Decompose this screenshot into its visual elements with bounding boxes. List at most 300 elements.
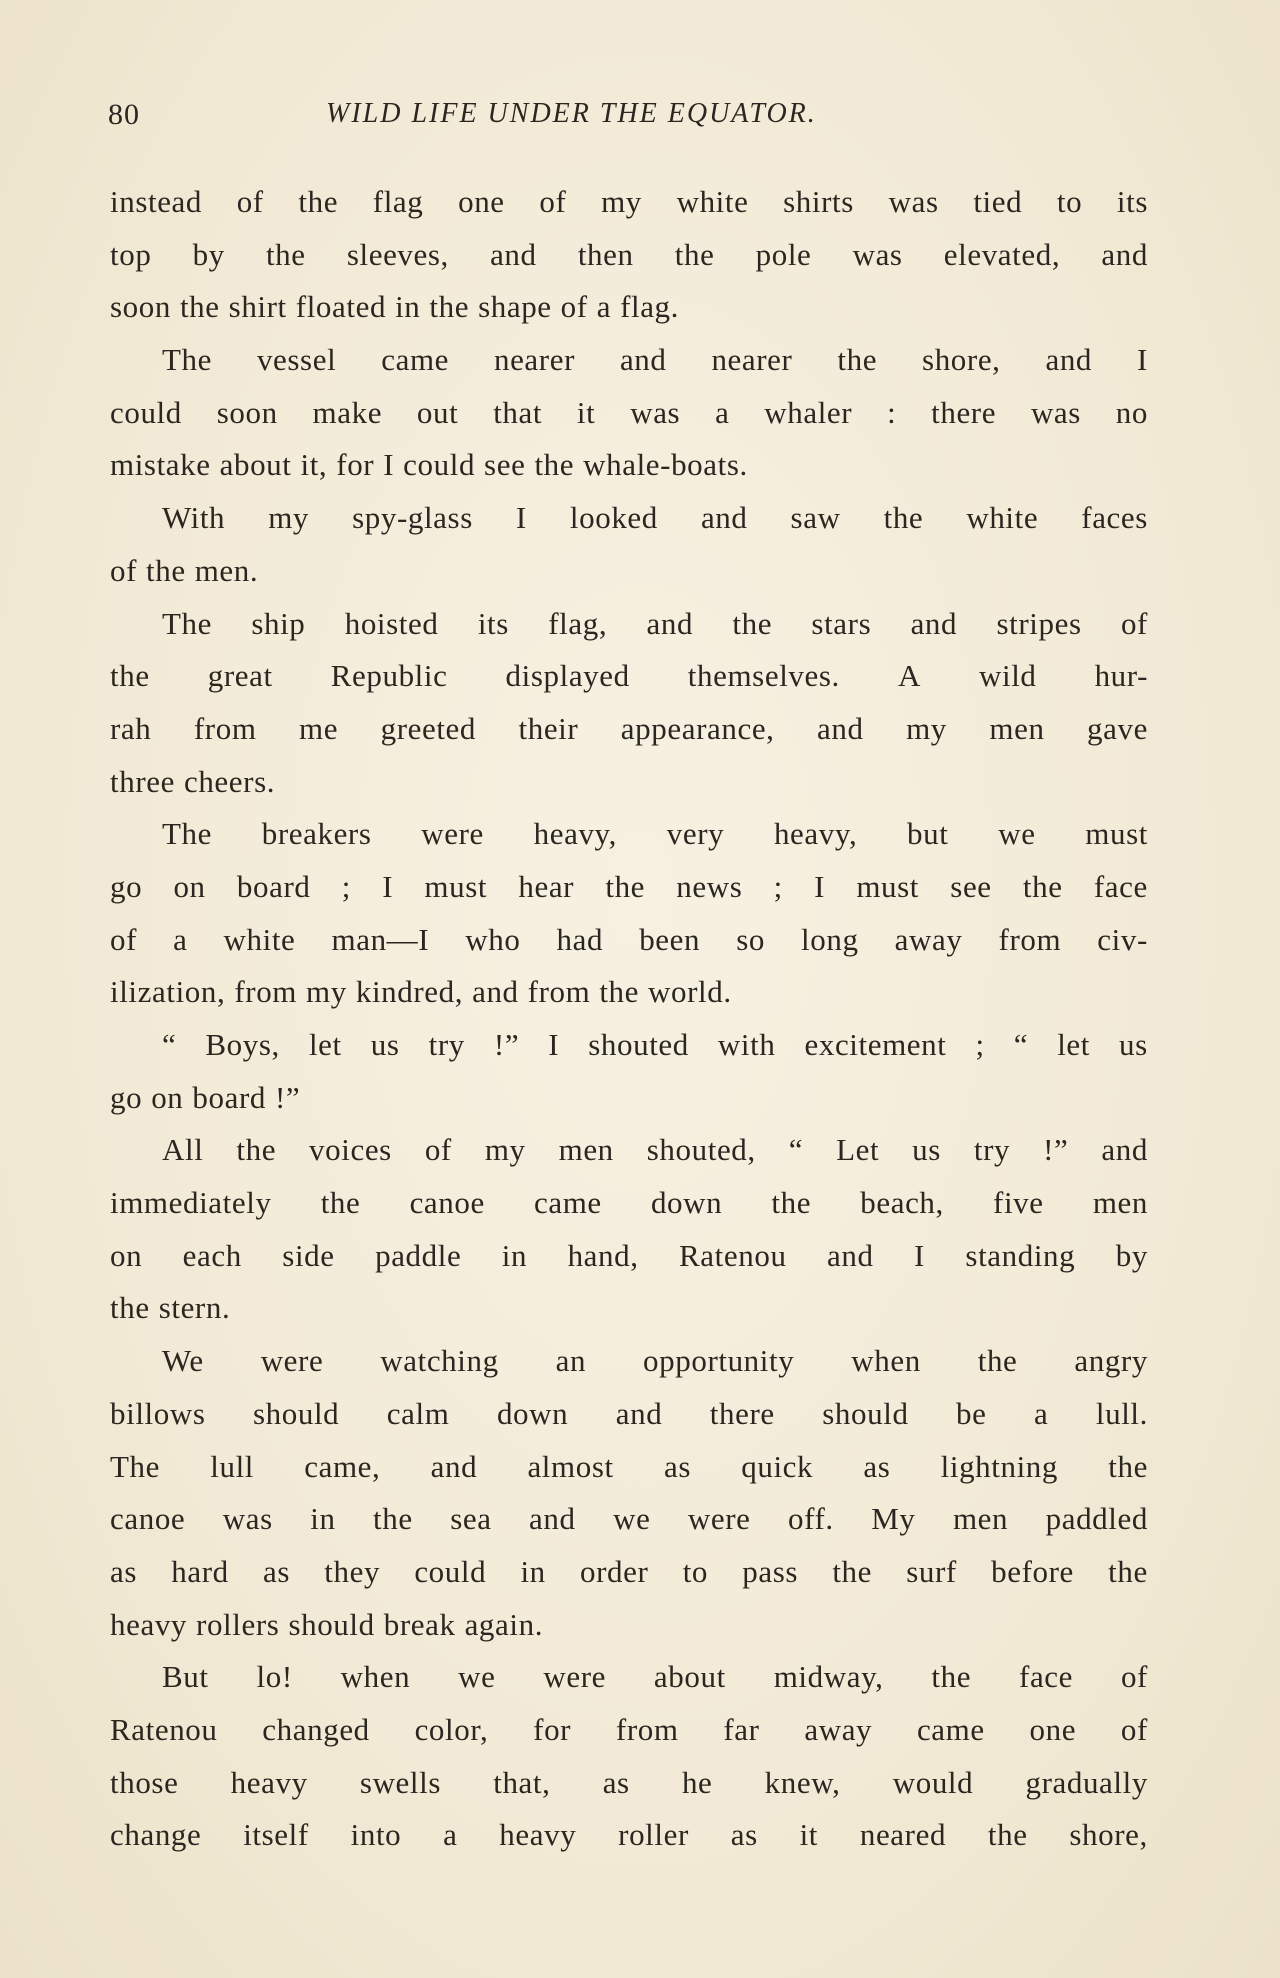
word: stripes <box>996 605 1082 641</box>
word: quick <box>741 1448 814 1484</box>
word: order <box>580 1553 649 1589</box>
word: could <box>414 1553 487 1589</box>
word: and <box>529 1501 576 1537</box>
text-line <box>110 1019 1148 1072</box>
word: beach, <box>860 1185 944 1221</box>
word: news <box>676 868 743 904</box>
word: I <box>515 500 527 536</box>
word: face <box>1093 868 1148 904</box>
word: ; <box>975 1027 985 1062</box>
page-header <box>108 98 1164 138</box>
word: We <box>162 1343 204 1379</box>
word: canoe <box>110 1501 186 1537</box>
word: of <box>560 289 588 325</box>
word: try <box>428 1027 465 1062</box>
word: could <box>403 447 476 483</box>
text-line <box>110 229 1148 282</box>
word: been <box>639 921 701 957</box>
word: a <box>443 1817 458 1853</box>
word: Ratenou <box>679 1237 787 1273</box>
word: was <box>222 1501 273 1537</box>
word: men. <box>194 552 259 588</box>
word: as <box>263 1553 291 1589</box>
word: when <box>851 1343 921 1379</box>
word: we <box>998 816 1036 852</box>
word: there <box>709 1395 775 1431</box>
word: the <box>987 1817 1028 1853</box>
word: Let <box>836 1132 880 1168</box>
word: soon <box>216 394 278 430</box>
word: were <box>260 1343 324 1379</box>
text-line <box>110 1230 1148 1283</box>
word: and <box>827 1237 874 1273</box>
word: gave <box>1087 710 1148 746</box>
word: and <box>430 1448 478 1484</box>
word: be <box>956 1395 987 1431</box>
word: heavy, <box>773 816 858 852</box>
word: it <box>799 1817 819 1853</box>
word: and <box>817 710 864 746</box>
word: the <box>146 552 186 588</box>
word: a <box>715 394 730 430</box>
text-line <box>110 281 1148 334</box>
word: almost <box>527 1448 614 1484</box>
text-line <box>110 1651 1148 1704</box>
word: to <box>1056 184 1083 219</box>
word: about <box>653 1659 726 1695</box>
word: itself <box>243 1817 309 1853</box>
word: they <box>324 1553 381 1589</box>
word: of <box>1120 605 1148 641</box>
word: flag <box>372 184 424 219</box>
word: each <box>182 1237 242 1273</box>
word: paddle <box>375 1237 462 1273</box>
text-line <box>110 439 1148 492</box>
word: : <box>887 394 897 430</box>
word: one <box>458 184 505 219</box>
word: it, <box>300 447 328 483</box>
word: and <box>1101 236 1148 272</box>
word: change <box>110 1817 202 1853</box>
body-text <box>110 176 1148 1862</box>
word: of <box>236 184 264 219</box>
word: their <box>518 710 579 746</box>
word: saw <box>790 500 841 536</box>
word: swells <box>359 1764 442 1800</box>
word: the <box>674 236 715 272</box>
word: had <box>556 921 604 957</box>
word: angry <box>1074 1343 1148 1379</box>
word: for <box>533 1711 572 1747</box>
word: and <box>910 605 958 641</box>
word: he <box>681 1764 713 1800</box>
word: man—I <box>331 921 430 957</box>
word: surf <box>906 1553 957 1589</box>
word: the <box>605 868 646 904</box>
word: five <box>993 1185 1044 1221</box>
word: watching <box>380 1343 499 1379</box>
text-line <box>110 1388 1148 1441</box>
word: and <box>472 974 519 1010</box>
word: pole <box>755 236 812 272</box>
word: my <box>906 710 947 746</box>
word: knew, <box>764 1764 841 1800</box>
word: were <box>421 816 484 852</box>
word: see <box>950 868 992 904</box>
word: whale-boats. <box>583 447 748 483</box>
word: calm <box>386 1395 450 1431</box>
word: make <box>312 394 383 430</box>
word: changed <box>262 1711 370 1747</box>
text-line <box>110 1335 1148 1388</box>
word: white <box>676 184 749 219</box>
word: vessel <box>256 342 337 378</box>
word: the <box>265 236 306 272</box>
word: the <box>837 342 878 378</box>
word: neared <box>859 1817 947 1853</box>
word: board <box>192 1079 266 1115</box>
word: the <box>931 1659 972 1695</box>
word: excitement <box>804 1027 947 1062</box>
text-line <box>110 1599 1148 1652</box>
word: we <box>613 1501 651 1537</box>
word: floated <box>295 289 387 325</box>
word: on <box>173 868 206 904</box>
word: rah <box>110 710 152 746</box>
word: great <box>207 658 273 694</box>
word: from <box>615 1711 679 1747</box>
word: shirts <box>783 184 854 219</box>
word: when <box>340 1659 411 1695</box>
text-line <box>110 598 1148 651</box>
word: were <box>543 1659 607 1695</box>
word: standing <box>965 1237 1076 1273</box>
word: The <box>110 1448 160 1484</box>
word: spy-glass <box>352 500 473 536</box>
word: displayed <box>505 658 630 694</box>
word: ; <box>773 868 783 904</box>
word: color, <box>414 1711 489 1747</box>
word: from <box>193 710 257 746</box>
word: world. <box>648 974 732 1010</box>
word: in <box>395 289 421 325</box>
word: I <box>814 868 826 904</box>
word: on <box>110 1237 143 1273</box>
word: voices <box>309 1132 392 1168</box>
word: the <box>110 658 150 694</box>
word: instead <box>110 184 203 219</box>
word: as <box>730 1817 758 1853</box>
word: hoisted <box>344 605 439 641</box>
word: whaler <box>764 394 853 430</box>
word: heavy, <box>533 816 617 852</box>
word: as <box>110 1553 138 1589</box>
word: from <box>527 974 591 1010</box>
word: the <box>977 1343 1018 1379</box>
word: let <box>308 1027 342 1062</box>
word: was <box>1030 394 1081 430</box>
word: the <box>883 500 924 536</box>
word: heavy <box>230 1764 308 1800</box>
word: and <box>615 1395 663 1431</box>
word: mistake <box>110 447 211 483</box>
word: must <box>1085 816 1148 852</box>
word: the <box>1022 868 1063 904</box>
word: with <box>717 1027 776 1062</box>
word: stars <box>811 605 872 641</box>
word: should <box>253 1395 340 1431</box>
word: ; <box>341 868 351 904</box>
word: a <box>1034 1395 1049 1431</box>
word: the <box>732 605 773 641</box>
word: me <box>299 710 339 746</box>
word: as <box>663 1448 691 1484</box>
word: faces <box>1081 500 1148 536</box>
word: that <box>493 394 543 430</box>
word: of <box>539 184 567 219</box>
word: into <box>350 1817 402 1853</box>
word: shape <box>478 289 552 325</box>
word: three <box>110 763 175 799</box>
word: the <box>110 1290 150 1326</box>
word: one <box>1029 1711 1077 1747</box>
word: gradually <box>1025 1764 1148 1800</box>
word: from <box>998 921 1062 957</box>
word: an <box>555 1343 587 1379</box>
word: top <box>110 236 152 272</box>
word: long <box>801 921 859 957</box>
word: “ <box>1013 1027 1029 1062</box>
word: out <box>416 394 459 430</box>
word: there <box>931 394 997 430</box>
text-line <box>110 1072 1148 1125</box>
word: and <box>700 500 748 536</box>
word: roller <box>618 1817 689 1853</box>
running-title: WILD LIFE UNDER THE EQUATOR. <box>326 98 817 129</box>
word: opportunity <box>643 1343 795 1379</box>
word: cheers. <box>183 763 276 799</box>
word: came <box>916 1711 985 1747</box>
word: white <box>223 921 296 957</box>
word: of <box>424 1132 452 1168</box>
word: All <box>162 1132 204 1168</box>
word: and <box>1045 342 1093 378</box>
word: immediately <box>110 1185 272 1221</box>
word: by <box>192 236 225 272</box>
word: ship <box>251 605 306 641</box>
text-line <box>110 1493 1148 1546</box>
word: try <box>973 1132 1011 1168</box>
word: were <box>687 1501 751 1537</box>
word: With <box>162 500 226 536</box>
word: board <box>236 868 311 904</box>
word: those <box>110 1764 179 1800</box>
word: midway, <box>773 1659 884 1695</box>
word: My <box>871 1501 916 1537</box>
word: lull. <box>1095 1395 1148 1431</box>
word: heavy <box>110 1606 188 1642</box>
word: the <box>771 1185 812 1221</box>
word: of <box>1120 1711 1148 1747</box>
text-line <box>110 1124 1148 1177</box>
word: canoe <box>409 1185 485 1221</box>
word: The <box>162 605 212 641</box>
word: Republic <box>330 658 448 694</box>
word: the <box>534 447 575 483</box>
word: men <box>558 1132 614 1168</box>
word: The <box>162 816 212 852</box>
word: tied <box>973 184 1023 219</box>
word: should <box>822 1395 909 1431</box>
word: men <box>952 1501 1009 1537</box>
text-line <box>110 703 1148 756</box>
text-line <box>110 1757 1148 1810</box>
word: its <box>477 605 509 641</box>
word: from <box>234 974 298 1010</box>
word: break <box>383 1606 456 1642</box>
word: “ <box>162 1027 177 1062</box>
word: the <box>236 1132 277 1168</box>
word: the <box>298 184 339 219</box>
word: ilization, <box>110 974 226 1010</box>
word: flag. <box>620 289 680 325</box>
text-line <box>110 861 1148 914</box>
word: should <box>288 1606 375 1642</box>
word: appearance, <box>620 710 775 746</box>
word: white <box>966 500 1039 536</box>
word: down <box>650 1185 723 1221</box>
word: stern. <box>158 1290 231 1326</box>
word: my <box>601 184 642 219</box>
word: pass <box>742 1553 799 1589</box>
word: a <box>596 289 612 325</box>
word: side <box>282 1237 335 1273</box>
text-line <box>110 756 1148 809</box>
word: I <box>383 447 395 483</box>
word: very <box>666 816 725 852</box>
word: Boys, <box>205 1027 280 1062</box>
word: A <box>897 658 921 694</box>
word: But <box>162 1659 209 1695</box>
word: must <box>424 868 488 904</box>
word: so <box>736 921 765 957</box>
word: us <box>912 1132 941 1168</box>
word: nearer <box>493 342 575 378</box>
word: shore, <box>1069 1817 1148 1853</box>
word: of <box>110 552 138 588</box>
word: shouted <box>588 1027 689 1062</box>
word: the <box>832 1553 872 1589</box>
word: its <box>1116 184 1148 219</box>
word: paddled <box>1045 1501 1148 1537</box>
word: it <box>576 394 596 430</box>
word: of <box>110 921 138 957</box>
word: looked <box>569 500 658 536</box>
word: lo! <box>256 1659 293 1695</box>
word: the <box>599 974 640 1010</box>
word: before <box>991 1553 1074 1589</box>
word: greeted <box>380 710 477 746</box>
word: in <box>501 1237 528 1273</box>
word: Ratenou <box>110 1711 218 1747</box>
word: who <box>465 921 521 957</box>
word: off. <box>788 1501 834 1537</box>
word: for <box>336 447 375 483</box>
word: and <box>646 605 694 641</box>
word: soon <box>110 289 171 325</box>
word: again. <box>464 1606 544 1642</box>
word: face <box>1019 1659 1074 1695</box>
text-line <box>110 387 1148 440</box>
word: civ- <box>1097 921 1148 957</box>
word: came, <box>304 1448 381 1484</box>
word: see <box>484 447 526 483</box>
word: elevated, <box>943 236 1061 272</box>
word: the <box>1108 1448 1148 1484</box>
word: kindred, <box>355 974 464 1010</box>
word: us <box>1119 1027 1148 1062</box>
word: came <box>534 1185 602 1221</box>
word: in <box>310 1501 336 1537</box>
word: flag, <box>548 605 608 641</box>
text-line <box>110 650 1148 703</box>
word: in <box>520 1553 546 1589</box>
word: but <box>907 816 949 852</box>
word: shouted, <box>646 1132 756 1168</box>
word: a <box>173 921 188 957</box>
word: then <box>577 236 634 272</box>
word: billows <box>110 1395 206 1431</box>
word: !” <box>493 1027 520 1062</box>
word: I <box>914 1237 925 1273</box>
word: lull <box>210 1448 254 1484</box>
word: my <box>484 1132 526 1168</box>
word: we <box>458 1659 496 1695</box>
word: and <box>490 236 537 272</box>
word: must <box>856 868 920 904</box>
word: by <box>1115 1237 1148 1273</box>
text-line <box>110 1809 1148 1862</box>
word: my <box>268 500 310 536</box>
word: hand, <box>567 1237 639 1273</box>
word: I <box>548 1027 560 1062</box>
word: men <box>989 710 1045 746</box>
word: themselves. <box>687 658 840 694</box>
text-line <box>110 1704 1148 1757</box>
word: the <box>1108 1553 1148 1589</box>
word: !” <box>275 1079 301 1115</box>
word: as <box>863 1448 891 1484</box>
word: was <box>630 394 681 430</box>
word: hear <box>518 868 575 904</box>
word: down <box>496 1395 569 1431</box>
text-line <box>110 545 1148 598</box>
word: men <box>1092 1185 1148 1221</box>
word: the <box>179 289 220 325</box>
word: I <box>1136 342 1148 378</box>
text-line <box>110 176 1148 229</box>
word: as <box>602 1764 630 1800</box>
word: that, <box>493 1764 551 1800</box>
word: was <box>852 236 903 272</box>
word: go <box>110 868 143 904</box>
word: hard <box>171 1553 229 1589</box>
word: the <box>373 1501 413 1537</box>
word: the <box>429 289 470 325</box>
text-line <box>110 1282 1148 1335</box>
word: us <box>370 1027 400 1062</box>
word: could <box>110 394 182 430</box>
